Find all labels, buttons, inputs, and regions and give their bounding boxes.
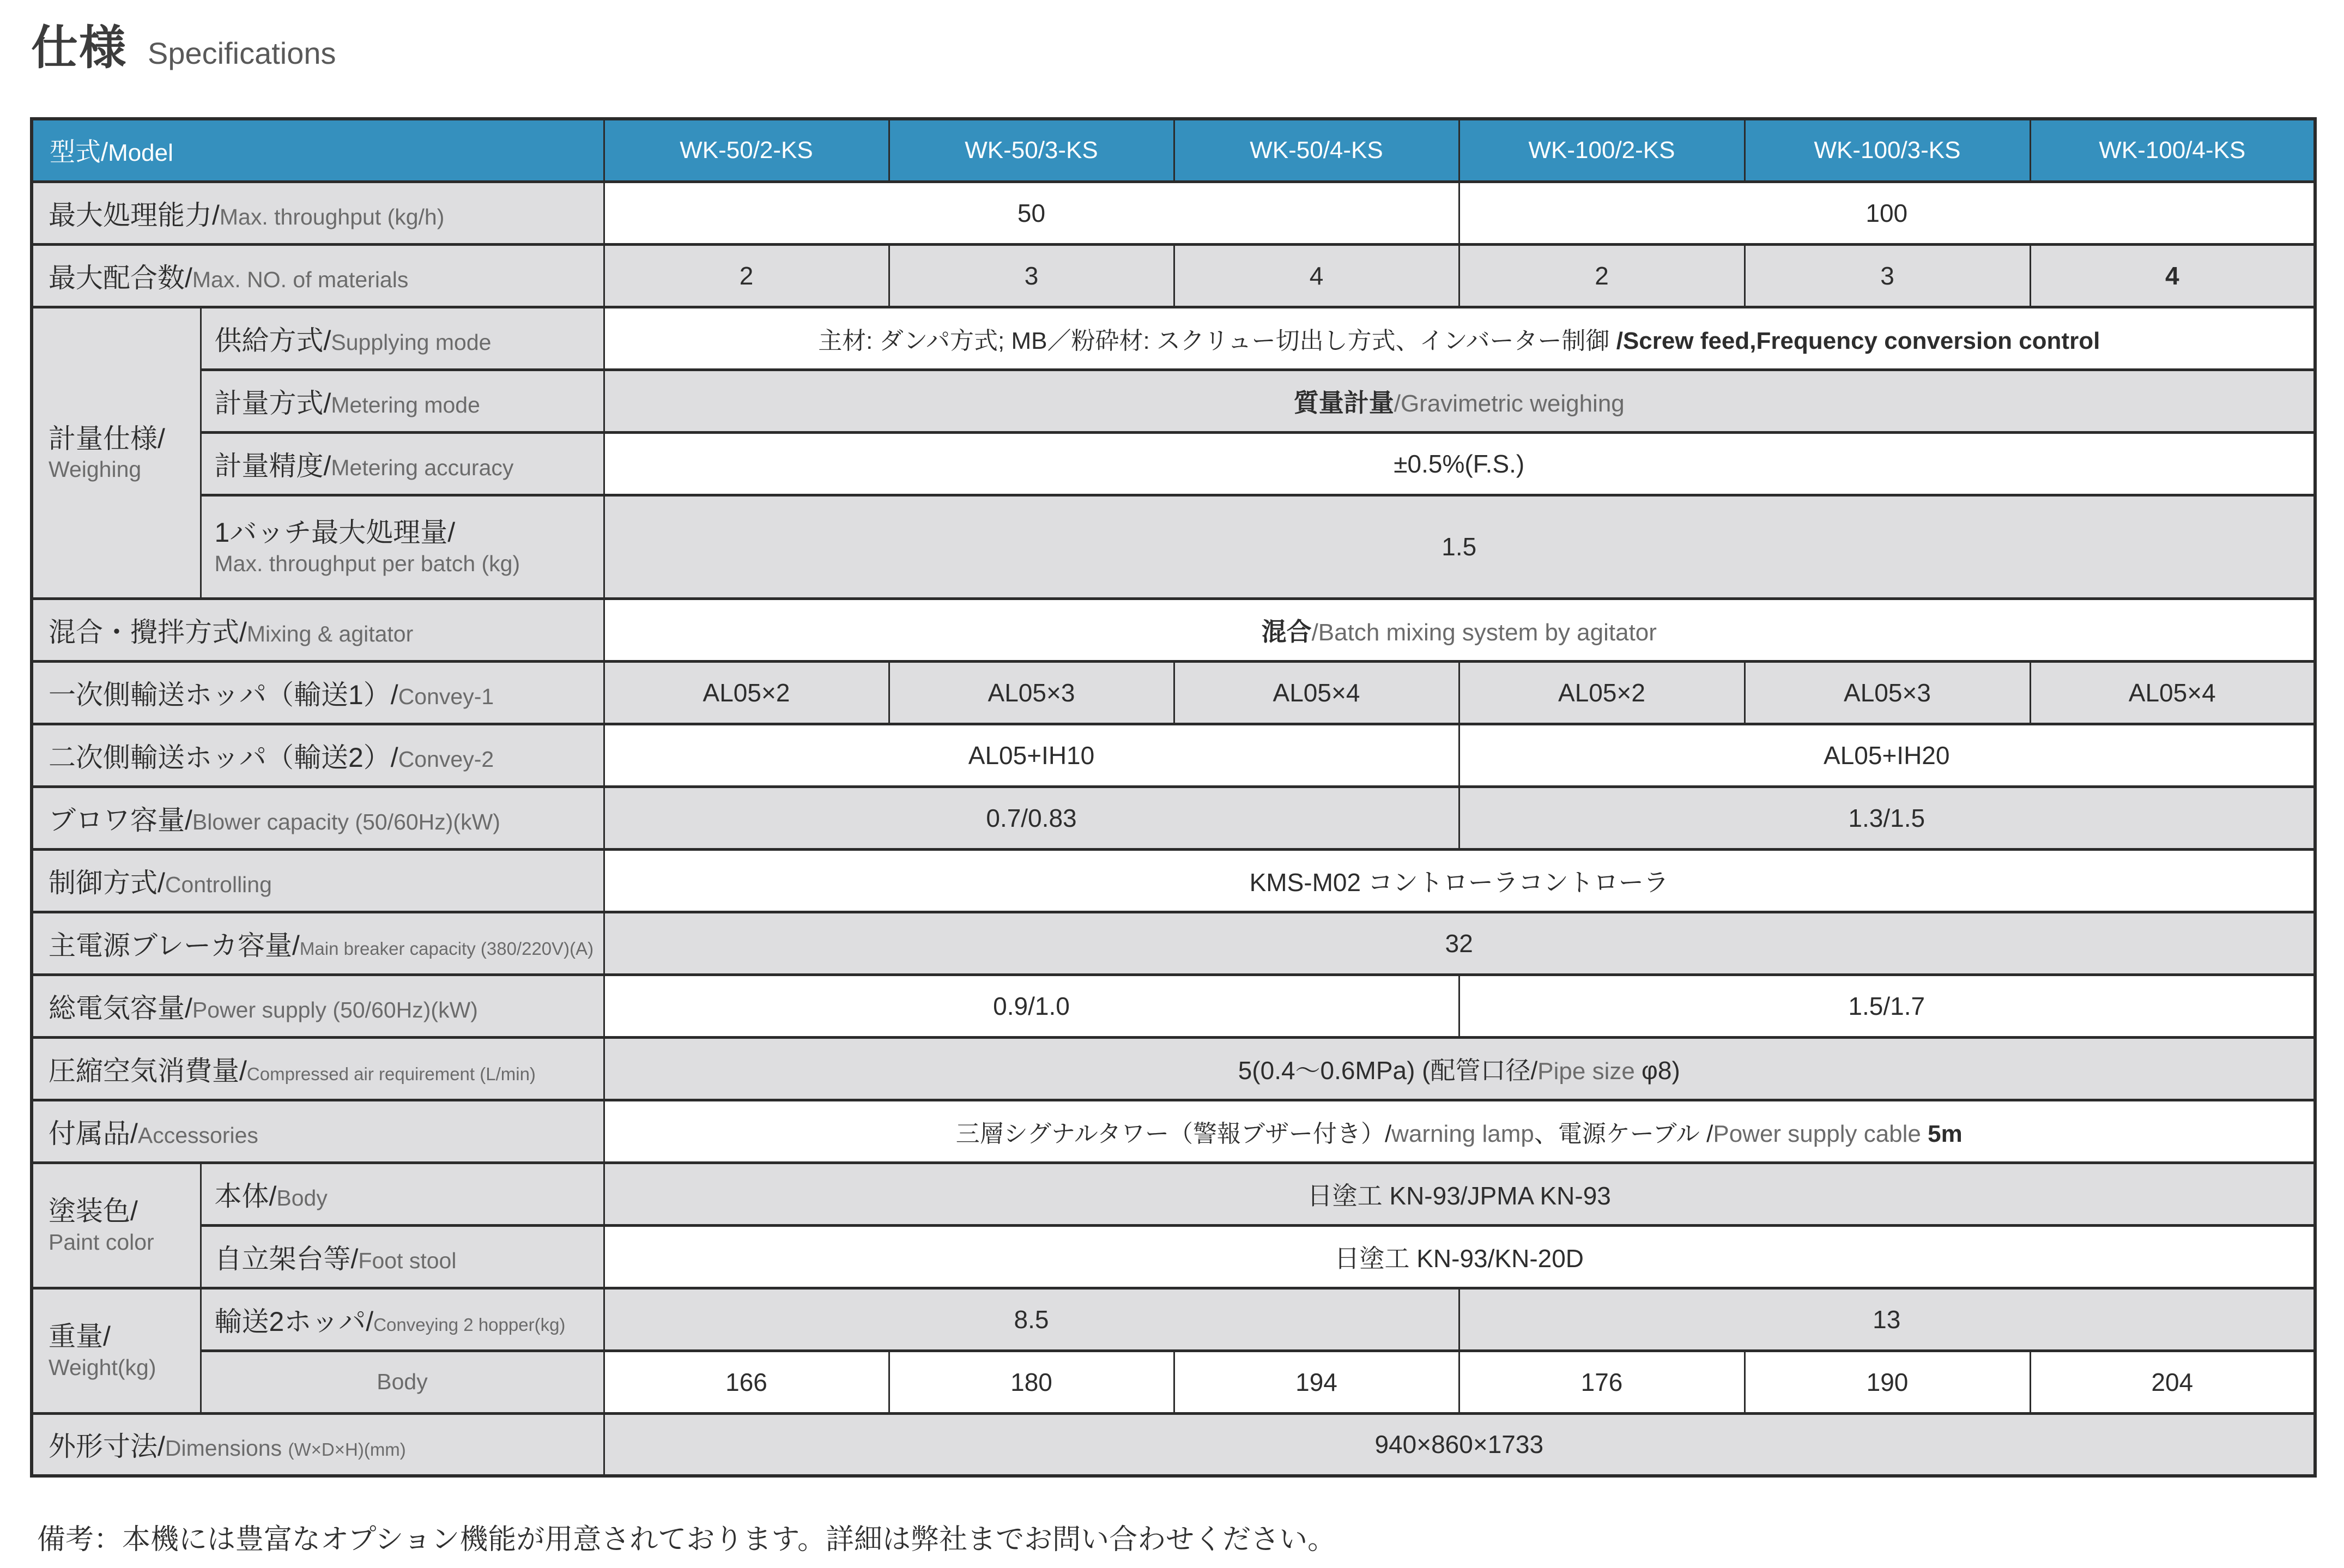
label-supplying-mode (201, 307, 604, 370)
value-body-weight-2: 180 (889, 1351, 1174, 1413)
label-hopper2-en: Conveying 2 hopper(kg) (373, 1314, 566, 1335)
group-paint-color (32, 1163, 201, 1288)
row-power-supply (32, 974, 2315, 1037)
label-hopper2-jp: 輸送2ホッパ/ (214, 1306, 374, 1337)
label-mixing (32, 598, 604, 661)
label-max-materials (32, 244, 604, 307)
label-batch-en: Max. throughput per batch (kg) (214, 550, 520, 576)
value-blower-100: 1.3/1.5 (1459, 786, 2315, 849)
value-accessories-seg1-jp: 三層シグナルタワー（警報ブザー付き）/ (955, 1120, 1392, 1147)
value-batch-throughput: 1.5 (604, 495, 2315, 598)
row-controlling (32, 849, 2315, 912)
label-dimensions-en: Dimensions (165, 1436, 288, 1461)
label-batch-jp: 1バッチ最大処理量/ (214, 517, 456, 548)
group-weighing-jp: 計量仕様/ (49, 423, 165, 454)
value-materials-3: 4 (1174, 244, 1459, 307)
value-metering-mode (604, 370, 2315, 432)
value-foot-stool: 日塗工 KN-93/KN-20D (604, 1225, 2315, 1288)
label-controlling-jp: 制御方式/ (49, 867, 165, 898)
value-main-breaker: 32 (604, 912, 2315, 974)
label-max-throughput-jp: 最大処理能力/ (49, 199, 220, 231)
value-metering-accuracy: ±0.5%(F.S.) (604, 432, 2315, 495)
row-max-throughput (32, 181, 2315, 244)
row-accessories (32, 1100, 2315, 1163)
value-accessories-seg2-jp: 、電源ケーブル / (1534, 1120, 1713, 1147)
label-accessories (32, 1100, 604, 1163)
value-materials-4: 2 (1459, 244, 1745, 307)
value-mixing-jp: 混合 (1261, 617, 1312, 646)
label-max-materials-jp: 最大配合数/ (49, 262, 192, 293)
label-accessories-en: Accessories (137, 1122, 258, 1148)
header-model-6: WK-100/4-KS (2030, 119, 2315, 181)
label-compressed-air-en: Compressed air requirement (L/min) (246, 1063, 536, 1084)
row-metering-accuracy (32, 432, 2315, 495)
value-convey2-50: AL05+IH10 (604, 724, 1459, 786)
value-body-weight-6: 204 (2030, 1351, 2315, 1413)
model-label-en: Model (108, 140, 173, 167)
model-label-jp: 型式/ (50, 137, 108, 167)
value-accessories (604, 1100, 2315, 1163)
value-mixing-en: /Batch mixing system by agitator (1311, 619, 1657, 646)
value-convey1-6: AL05×4 (2030, 661, 2315, 724)
label-max-materials-en: Max. NO. of materials (192, 267, 409, 292)
header-model-4: WK-100/2-KS (1459, 119, 1745, 181)
value-power-50: 0.9/1.0 (604, 974, 1459, 1037)
value-metering-mode-jp: 質量計量 (1293, 388, 1394, 417)
label-controlling-en: Controlling (165, 871, 272, 897)
value-metering-mode-en: /Gravimetric weighing (1394, 390, 1625, 417)
value-convey1-2: AL05×3 (889, 661, 1174, 724)
page-title-en: Specifications (148, 36, 336, 70)
value-compressed-air (604, 1037, 2315, 1100)
label-supplying-en: Supplying mode (331, 329, 492, 355)
label-compressed-air-jp: 圧縮空気消費量/ (49, 1055, 247, 1086)
group-weight (32, 1288, 201, 1413)
header-model-2: WK-50/3-KS (889, 119, 1174, 181)
label-accessories-jp: 付属品/ (49, 1118, 138, 1149)
value-blower-50: 0.7/0.83 (604, 786, 1459, 849)
value-controlling: KMS-M02 コントローラコントローラ (604, 849, 2315, 912)
label-hopper2-weight (201, 1288, 604, 1351)
label-metering-mode-en: Metering mode (331, 392, 480, 417)
label-dimensions-jp: 外形寸法/ (49, 1431, 165, 1462)
label-convey-1-jp: 一次側輸送ホッパ（輸送1）/ (49, 679, 398, 710)
label-main-breaker-jp: 主電源ブレーカ容量/ (49, 930, 300, 961)
value-materials-5: 3 (1745, 244, 2030, 307)
value-power-100: 1.5/1.7 (1459, 974, 2315, 1037)
label-dimensions (32, 1413, 604, 1476)
row-blower (32, 786, 2315, 849)
label-power-supply-en: Power supply (50/60Hz)(kW) (192, 997, 478, 1022)
value-materials-1: 2 (604, 244, 889, 307)
row-metering-mode (32, 370, 2315, 432)
value-convey2-100: AL05+IH20 (1459, 724, 2315, 786)
label-foot-stool (201, 1225, 604, 1288)
value-accessories-seg1-en: warning lamp (1391, 1120, 1534, 1147)
label-main-breaker (32, 912, 604, 974)
label-foot-stool-en: Foot stool (358, 1248, 457, 1273)
row-compressed-air (32, 1037, 2315, 1100)
label-max-throughput-en: Max. throughput (kg/h) (219, 204, 445, 229)
header-model-1: WK-50/2-KS (604, 119, 889, 181)
label-blower (32, 786, 604, 849)
value-convey1-3: AL05×4 (1174, 661, 1459, 724)
label-body-paint-en: Body (276, 1185, 328, 1210)
value-dimensions: 940×860×1733 (604, 1413, 2315, 1476)
row-supplying-mode (32, 307, 2315, 370)
label-main-breaker-en: Main breaker capacity (380/220V)(A) (299, 938, 594, 959)
value-mixing (604, 598, 2315, 661)
label-mixing-en: Mixing & agitator (246, 621, 414, 646)
label-convey-2 (32, 724, 604, 786)
label-blower-jp: ブロワ容量/ (49, 804, 192, 836)
row-main-breaker (32, 912, 2315, 974)
footer-note: 備考：本機には豊富なオプション機能が用意されております。詳細は弊社までお問い合わせください。 (37, 1524, 1336, 1555)
row-body-paint (32, 1163, 2315, 1225)
label-metering-accuracy-en: Metering accuracy (331, 455, 514, 480)
row-convey-2 (32, 724, 2315, 786)
label-body-paint-jp: 本体/ (214, 1180, 277, 1212)
label-convey-2-jp: 二次側輸送ホッパ（輸送2）/ (49, 742, 398, 773)
value-accessories-seg2-en: Power supply cable (1713, 1120, 1928, 1147)
label-blower-en: Blower capacity (50/60Hz)(kW) (192, 809, 500, 834)
label-batch-throughput (201, 495, 604, 598)
value-throughput-50: 50 (604, 181, 1459, 244)
label-body-weight (201, 1351, 604, 1413)
label-convey-1 (32, 661, 604, 724)
row-dimensions (32, 1413, 2315, 1476)
label-convey-1-en: Convey-1 (398, 683, 494, 709)
header-model-5: WK-100/3-KS (1745, 119, 2030, 181)
group-paint-jp: 塗装色/ (49, 1196, 138, 1227)
label-metering-accuracy (201, 432, 604, 495)
label-max-throughput (32, 181, 604, 244)
label-convey-2-en: Convey-2 (398, 746, 494, 772)
value-convey1-4: AL05×2 (1459, 661, 1745, 724)
label-foot-stool-jp: 自立架台等/ (214, 1243, 359, 1274)
row-max-materials (32, 244, 2315, 307)
label-metering-accuracy-jp: 計量精度/ (214, 450, 331, 481)
value-body-paint: 日塗工 KN-93/JPMA KN-93 (604, 1163, 2315, 1225)
header-model-label-cell (32, 119, 604, 181)
group-weight-en: Weight(kg) (49, 1354, 156, 1380)
value-convey1-1: AL05×2 (604, 661, 889, 724)
value-materials-2: 3 (889, 244, 1174, 307)
label-metering-mode (201, 370, 604, 432)
row-hopper2-weight (32, 1288, 2315, 1351)
group-weighing (32, 307, 201, 598)
label-body-weight-en: Body (377, 1369, 428, 1394)
value-hopper2-50: 8.5 (604, 1288, 1459, 1351)
page-title-jp: 仕様 (31, 22, 127, 74)
row-foot-stool (32, 1225, 2315, 1288)
label-compressed-air (32, 1037, 604, 1100)
label-body-paint (201, 1163, 604, 1225)
page-title (31, 10, 336, 77)
label-dimensions-en-small: (W×D×H)(mm) (288, 1439, 406, 1460)
row-batch-throughput (32, 495, 2315, 598)
value-body-weight-3: 194 (1174, 1351, 1459, 1413)
group-weight-jp: 重量/ (49, 1321, 111, 1352)
group-paint-en: Paint color (49, 1229, 154, 1255)
row-body-weight (32, 1351, 2315, 1413)
label-supplying-jp: 供給方式/ (214, 325, 331, 356)
label-metering-mode-jp: 計量方式/ (214, 388, 331, 419)
value-supplying-en: /Screw feed,Frequency conversion control (1616, 327, 2100, 354)
value-body-weight-5: 190 (1745, 1351, 2030, 1413)
value-throughput-100: 100 (1459, 181, 2315, 244)
value-air-a: 5(0.4～0.6MPa) (配管口径/ (1238, 1056, 1538, 1085)
row-mixing (32, 598, 2315, 661)
value-materials-6: 4 (2030, 244, 2315, 307)
label-power-supply (32, 974, 604, 1037)
header-model-3: WK-50/4-KS (1174, 119, 1459, 181)
value-hopper2-100: 13 (1459, 1288, 2315, 1351)
value-convey1-5: AL05×3 (1745, 661, 2030, 724)
header-row (32, 119, 2315, 181)
value-supplying-mode (604, 307, 2315, 370)
label-power-supply-jp: 総電気容量/ (49, 992, 192, 1024)
value-air-c: φ8) (1642, 1056, 1680, 1085)
label-controlling (32, 849, 604, 912)
row-convey-1 (32, 661, 2315, 724)
value-body-weight-4: 176 (1459, 1351, 1745, 1413)
specifications-table (30, 117, 2317, 1478)
value-body-weight-1: 166 (604, 1351, 889, 1413)
value-accessories-seg3: 5m (1928, 1120, 1963, 1147)
value-air-b: Pipe size (1537, 1057, 1642, 1085)
value-supplying-jp: 主材: ダンパ方式; MB／粉砕材: スクリュー切出し方式、インバーター制御 (818, 327, 1616, 354)
group-weighing-en: Weighing (49, 457, 142, 482)
label-mixing-jp: 混合・攪拌方式/ (49, 616, 247, 647)
